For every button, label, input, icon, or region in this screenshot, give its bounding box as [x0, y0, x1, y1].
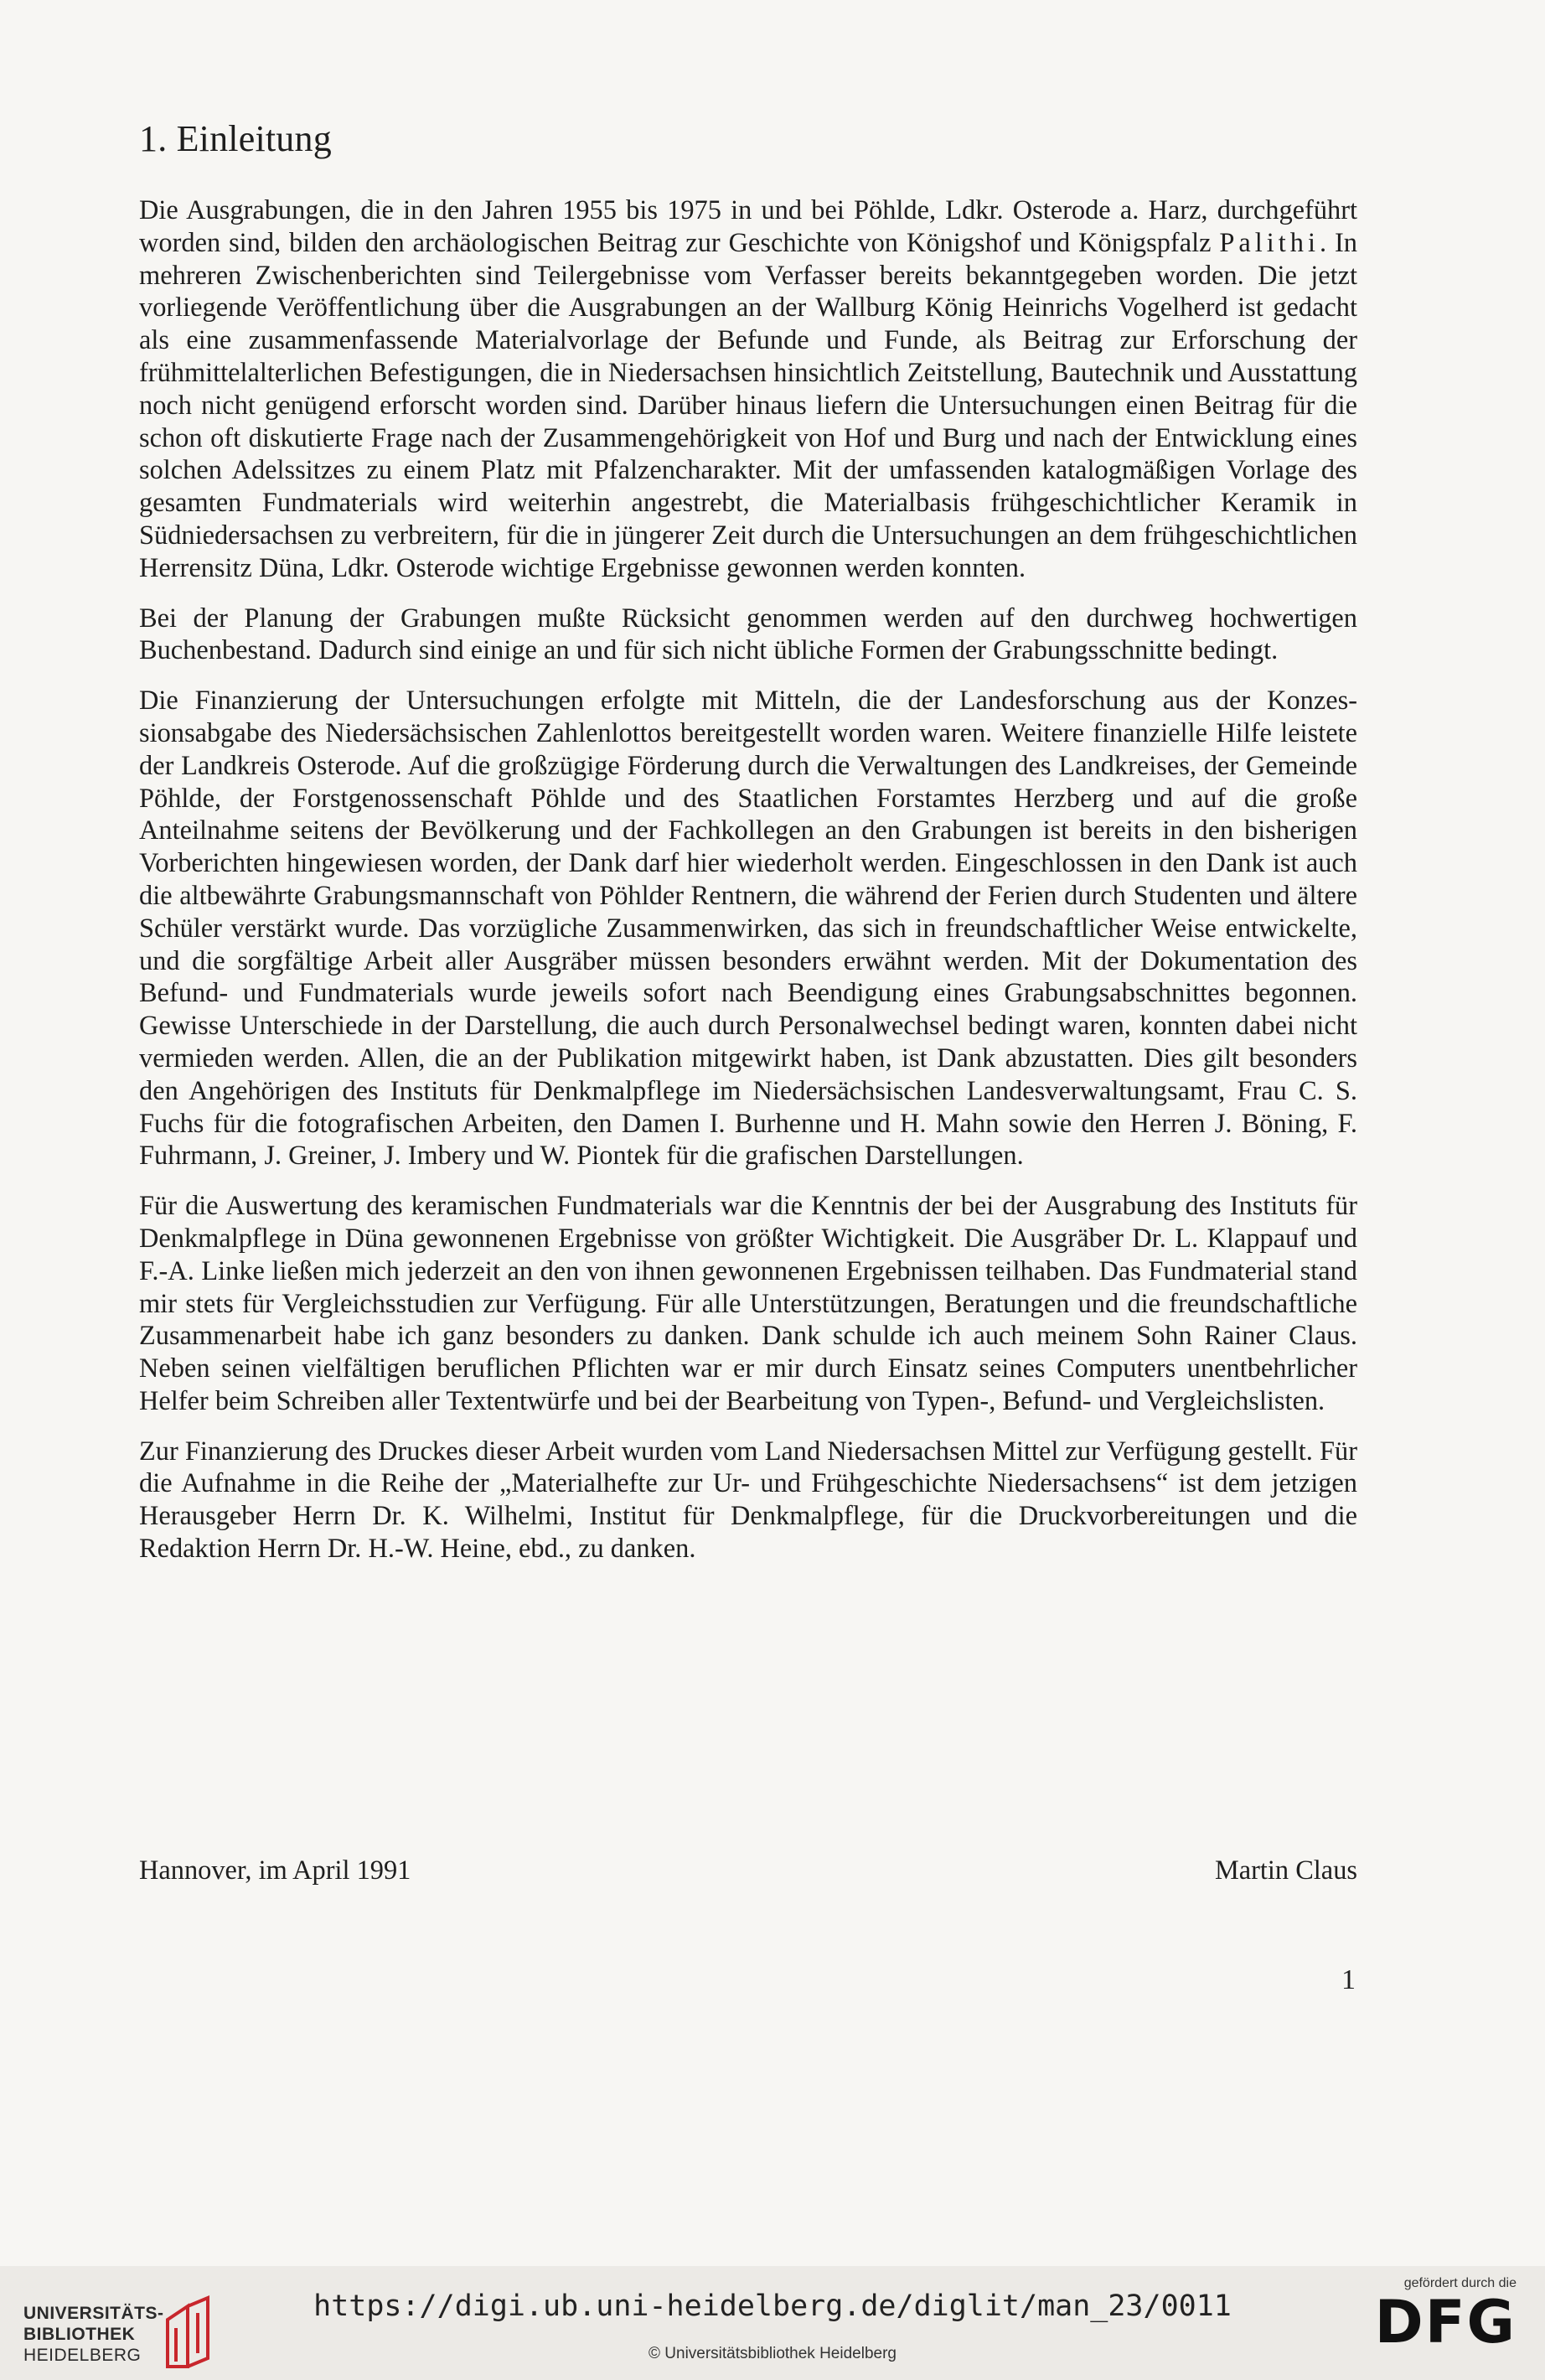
- body-text: [139, 194, 1357, 1583]
- digitization-footer: [0, 2266, 1545, 2380]
- section-heading: 1. Einleitung: [139, 118, 332, 159]
- page-number: 1: [1341, 1964, 1356, 1995]
- author-name: Martin Claus: [1214, 1855, 1357, 1886]
- spaced-term-palithi: Palithi: [1219, 227, 1320, 258]
- paragraph-financing-acknowledgements: Die Finanzierung der Untersuchungen erfolgte mit Mitteln, die der Landesforschung aus der Konzessionsabgabe des Niedersächsischen Zahlenlottos bereitgestellt worden waren. Weitere finanzielle Hilfe leistete der Landkreis Osterode. Auf die großzügige Förderung durch die Verwaltungen des Landkreises, der Gemeinde Pöhlde, der Forstgenossenschaft Pöhlde und des Staatlichen Forstamtes Herzberg und auf die große Anteilnahme seitens der Bevölkerung und der Fachkollegen an den Grabungen ist bereits in den bisherigen Vorberichten hingewiesen worden, der Dank darf hier wiederholt werden. Eingeschlossen in den Dank ist auch die altbewährte Grabungsmannschaft von Pöhlder Rentnern, die während der Ferien durch Studenten und ältere Schüler verstärkt wurde. Das vorzügliche Zusammenwirken, das sich in freundschaftlicher Weise entwickelte, und die sorgfältige Arbeit aller Ausgräber müssen besonders erwähnt werden. Mit der Dokumentation des Befund- und Fundmaterials wurde jeweils sofort nach Beendigung eines Grabungsabschnittes begonnen. Gewisse Unterschiede in der Darstellung, die auch durch Personalwechsel bedingt waren, konnten dabei nicht vermieden werden. Allen, die an der Publikation mitgewirkt haben, ist Dank abzustatten. Dies gilt besonders den Angehörigen des Instituts für Denkmalpflege im Niedersächsischen Landesverwaltungsamt, Frau C. S. Fuchs für die fotografischen Arbeiten, den Damen I. Burhenne und H. Mahn sowie den Herren J. Böning, F. Fuhrmann, J. Greiner, J. Imbery und W. Piontek für die grafischen Darstellungen.: [139, 686, 1357, 1172]
- dfg-logo[interactable]: [1374, 2276, 1517, 2357]
- dfg-logo-icon: DFG: [1374, 2288, 1517, 2357]
- permalink-url[interactable]: https://digi.ub.uni-heidelberg.de/diglit/man_23/0011: [313, 2289, 1232, 2323]
- library-name-line1: UNIVERSITÄTS-: [23, 2304, 164, 2323]
- library-name-line3: HEIDELBERG: [23, 2346, 142, 2365]
- paragraph-excavation-planning: Bei der Planung der Grabungen mußte Rücksicht genommen werden auf den durchweg hochwertigen Buchenbestand. Dadurch sind einige an und für sich nicht übliche Formen der Grabungsschnitte bedingt.: [139, 603, 1357, 666]
- paragraph-introduction: [139, 194, 1357, 585]
- closing-line: [139, 1855, 1357, 1886]
- copyright-notice: © Universitätsbibliothek Heidelberg: [648, 2345, 897, 2362]
- paragraph-print-financing: Zur Finanzierung des Druckes dieser Arbeit wurden vom Land Niedersachsen Mittel zur Verfügung gestellt. Für die Aufnahme in die Reihe der „Materialhefte zur Ur- und Frühgeschichte Niedersachsens“ ist dem jetzigen Herausgeber Herrn Dr. K. Wilhelmi, Institut für Denkmalpflege, für die Druckvorbereitungen und die Redaktion Herrn Dr. H.-W. Heine, ebd., zu danken.: [139, 1436, 1357, 1565]
- paragraph-introduction-after: . In mehreren Zwischenberichten sind Teilergebnisse vom Verfasser bereits bekanntgegeben worden. Die jetzt vorliegende Veröffentlichung über die Ausgrabungen an der Wallburg König Heinrichs Vogelherd ist gedacht als eine zusammenfassende Materialvorlage der Befunde und Funde, als Beitrag zur Erforschung der frühmittelalterlichen Befestigungen, die in Niedersachsen hinsichtlich Zeitstellung, Bautechnik und Ausstattung noch nicht genügend erforscht worden sind. Darüber hinaus liefern die Untersuchungen einen Beitrag für die schon oft diskutierte Frage nach der Zusammengehörigkeit von Hof und Burg und nach der Entwicklung eines solchen Adelssitzes zu einem Platz mit Pfalzencharakter. Mit der umfassenden katalogmäßigen Vorlage des gesamten Fundmaterials wird weiterhin angestrebt, die Materialbasis frühgeschichtlicher Keramik in Südniedersachsen zu verbreitern, für die in jüngerer Zeit durch die Untersuchungen an dem frühgeschichtlichen Herrensitz Düna, Ldkr. Osterode wichtige Ergebnisse gewonnen werden konnten.: [139, 227, 1357, 583]
- place-date: Hannover, im April 1991: [139, 1855, 411, 1886]
- library-name-line2: BIBLIOTHEK: [23, 2325, 136, 2344]
- paragraph-introduction-before: Die Ausgrabungen, die in den Jahren 1955 bis 1975 in und bei Pöhlde, Ldkr. Osterode a. Harz, durchgeführt worden sind, bilden den archäologischen Beitrag zur Geschichte von Königshof und Königspfalz: [139, 195, 1357, 258]
- funding-caption: gefördert durch die: [1403, 2276, 1517, 2290]
- paragraph-ceramic-analysis: Für die Auswertung des keramischen Fundmaterials war die Kenntnis der bei der Ausgrabung des Instituts für Denkmalpflege in Düna gewonnenen Ergebnisse von größter Wichtigkeit. Die Ausgräber Dr. L. Klappauf und F.-A. Linke ließen mich jederzeit an den von ihnen gewonnenen Ergebnissen teilhaben. Das Fundmaterial stand mir stets für Vergleichsstudien zur Verfügung. Für alle Unterstützungen, Beratungen und die freundschaftliche Zusammenarbeit habe ich ganz besonders zu danken. Dank schulde ich auch meinem Sohn Rainer Claus. Neben seinen vielfältigen beruflichen Pflichten war er mir durch Einsatz seines Computers unentbehrlicher Helfer beim Schreiben aller Textentwürfe und bei der Bearbeitung von Typen-, Befund- und Vergleichslisten.: [139, 1191, 1357, 1416]
